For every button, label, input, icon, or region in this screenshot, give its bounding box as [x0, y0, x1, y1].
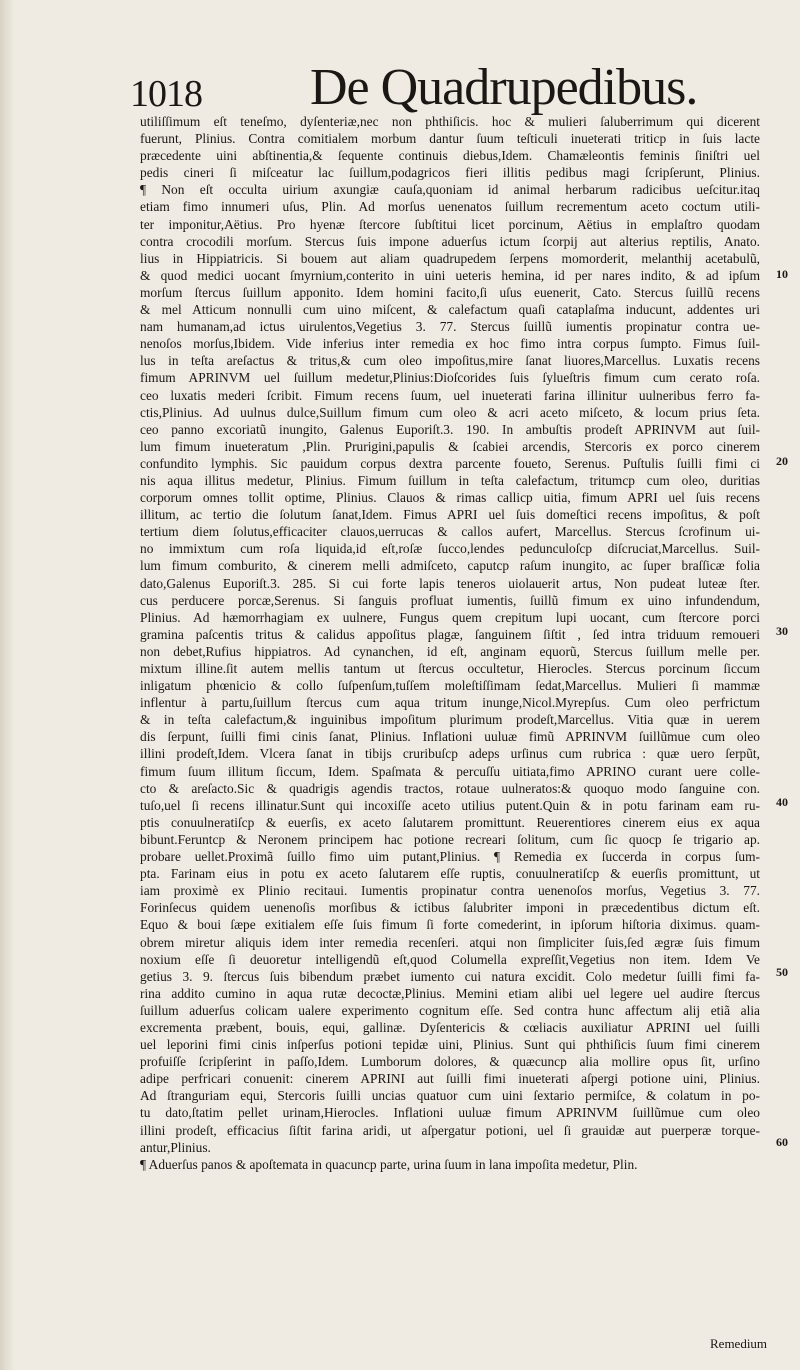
text-line: rina addito cumino in aqua rutæ decoctæ,Plinius. Memini etiam alibi uel legere uel audire ſtercus	[140, 985, 760, 1001]
text-line: fimum ſuum illitum ſiccum, Idem. Spaſmata & percuſſu uitiata,fimo APRINO curant uere colle-	[140, 763, 760, 779]
margin-line-number: 40	[776, 795, 788, 809]
text-line: fuerunt, Plinius. Contra comitialem morbum dantur ſuum teſticuli inueterati triticp in ſuis lacte	[140, 131, 760, 147]
text-line: probare uellet.Proximã ſuillo fimo uim putant,Plinius. ¶ Remedia ex ſuccerda in corpus ſum-	[140, 849, 760, 865]
page-number: 1018	[130, 73, 202, 115]
text-line: ¶ Aduerſus panos & apoſtemata in quacuncp parte, urina ſuum in lana impoſita medetur, Plin.	[140, 1156, 638, 1172]
text-line: lum fimum comburito, & cinerem melli admiſceto, caputcp raſum inungito, ac ſuper braſſicæ folia	[140, 558, 760, 574]
text-line: præcedente uini abſtinentia,& ſequente continuis diebus,Idem. Chamæleontis feminis ſiniſtri uel	[140, 148, 760, 164]
text-line: inflentur à partu,ſuillum ſtercus cum aqua tritum inunge,Nicol.Myrepſus. Cum oleo perfrictum	[140, 695, 760, 711]
text-line: ¶ Non eſt occulta uirium axungiæ cauſa,quoniam id animal herbarum radicibus ueſcitur.itaq	[140, 182, 760, 198]
text-line: etiam fimo innumeri uſus, Plin. Ad morſus uenenatos ſuillum recrementum aceto coctum utili-	[140, 199, 760, 215]
text-line: contra crocodili morſum. Stercus ſuis impone aduerſus ictum ſcorpij aut alterius reptilis, Anato.	[140, 233, 760, 249]
text-line: lus in teſta areſactus & tritus,& cum oleo impoſitus,mire ſanat liuores,Marcellus. Luxatis recens	[140, 353, 760, 369]
text-line: ptis conuulneratiſcp & euerſis, ex aceto ſalutarem promittunt. Reuerentiores cinerem eius ex aqua	[140, 814, 760, 830]
catchword: Remedium	[710, 1336, 768, 1351]
text-line: cus perducere porcæ,Serenus. Si ſanguis profluat iumentis, ſuillũ fimum ex uino infundendum,	[140, 592, 760, 608]
text-line: pta. Farinam eius in potu ex aceto ſalutarem eſſe ruptis, conuulneratiſcp & euerſis promittunt, ut	[140, 866, 760, 882]
text-line: lius in Hippiatricis. Si bouem aut aliam quadrupedem ſerpens momorderit, melanthij acetabulũ,	[140, 250, 760, 266]
margin-line-number: 60	[776, 1135, 788, 1149]
text-line: pedis cineri ſi miſceatur lac ſuillum,podagricos fieri illitis pedibus magi ſcripſerunt, Plinius.	[140, 165, 760, 181]
text-line: ceo luxatis mederi ſcribit. Fimum recens ſuum, uel inueterati farina illinitur uulneribus ferro fa-	[140, 387, 760, 403]
running-title: De Quadrupedibus.	[310, 59, 698, 116]
text-line: illini prodeſt, efficacius ſiſtit farina aridi, ut aſpergatur potioni, uel ſi grauidæ aut puerperæ torque-	[140, 1122, 760, 1138]
text-line: getius 3. 9. ſtercus ſuis bibendum præbet iumento cui natura excidit. Colo medetur ſuilli fimi fa-	[140, 968, 760, 984]
text-line: & quod medici uocant ſmyrnium,conterito in uini ueteris hemina, id per nares indito, & ad ipſum	[140, 267, 760, 283]
text-line: gramina paſcentis tritus & calidus appoſitus plagæ, ſanguinem ſiſtit , ſed intra triduum remoueri	[140, 626, 760, 642]
text-line: non debet,Rufius hippiatros. Ad cynanchen, id eſt, anginam equorũ, Stercus ſuillum melle per.	[140, 643, 760, 659]
text-line: noxium eſſe ſi deuoretur intelligendũ eſt,quod Columella expreſſit,Vegetius non item. Idem Ve	[140, 951, 760, 967]
text-line: tu dato,ſtatim pellet urinam,Hierocles. Inflationi uuluæ fimum APRINVM ſuillũmue cum oleo	[140, 1105, 760, 1121]
text-line: obrem miretur aliquis idem inter remedia recenſeri. atqui non ſimpliciter ſuis,ſed ægræ ſuis fimum	[140, 934, 760, 950]
text-line: Forinſecus quidem uenenoſis morſibus & ictibus ſalubriter imponi in præcedentibus dictum eſt.	[140, 900, 760, 916]
text-line: Plinius. Ad hæmorrhagiam ex uulnere, Fungus quem crepitum lupi uocant, cum ſtercore porci	[140, 609, 760, 625]
text-line: ter imponitur,Aëtius. Pro hyenæ ſtercore ſubſtitui licet porcinum, Aëtius in emplaſtro quodam	[140, 216, 760, 232]
page-header	[100, 52, 698, 116]
text-line: morſum ſtercus ſuillum apponito. Idem homini facito,ſi uſus euenerit, Cato. Stercus ſuillũ recens	[140, 284, 760, 300]
page-gutter-shadow	[0, 0, 14, 1370]
text-line: dato,Galenus Euporiſt.3. 285. Si cui forte lapis teneros uiolauerit artus, Non pudeat luteæ ſter.	[140, 575, 760, 591]
text-line: & in teſta calefactum,& inguinibus impoſitum plurimum prodeſt,Marcellus. Vitia quæ in uerem	[140, 712, 760, 728]
text-line: tuſo,uel ſi recens illinatur.Sunt qui incoxiſſe aceto utilius putent.Quin & in potu farinam eam ru-	[140, 797, 760, 813]
margin-line-number: 50	[776, 965, 788, 979]
text-line: ctis,Plinius. Ad uulnus dulce,Suillum fimum cum oleo & acri aceto miſceto, & locum prius ſeta.	[140, 404, 760, 420]
text-line: nenoſos morſus,Ibidem. Vide inferius inter remedia ex hoc fimo intra corpus ſumpto. Fimus ſuil-	[140, 336, 760, 352]
text-line: inligatum phœnicio & collo ſuſpenſum,tuſſem moleſtiſſimam ſedat,Marcellus. Mulieri ſi mammæ	[140, 678, 760, 694]
text-line: Ad ſtranguriam equi, Stercoris ſuilli uncias quatuor cum uini ſextario permiſce, & colatum in po-	[140, 1088, 760, 1104]
text-line: illitum, ac tertio die ſolutum ſanat,Idem. Fimus APRI uel ſuis domeſtici recens impoſitus, & poſt	[140, 507, 760, 523]
text-line: utiliſſimum eſt teneſmo, dyſenteriæ,nec non phthiſicis. hoc & mulieri ſaluberrimum qui dicerent	[140, 114, 760, 129]
margin-line-number: 10	[776, 267, 788, 281]
text-line: nis aqua illitus medetur, Plinius. Fimum ſuillum in teſta calefactum, tritumcp cum oleo, duritias	[140, 472, 760, 488]
text-line: & mel Atticum nonnulli cum uino miſcent, & calefactum quaſi cataplaſma inducunt, addentes uri	[140, 302, 760, 318]
text-line: adipe perfricari conuenit: cinerem APRINI aut ſuilli fimi inueterati aſpergi potione uini, Plinius.	[140, 1071, 760, 1087]
margin-line-number: 30	[776, 624, 788, 638]
text-line: tertium diem ſolutus,efficaciter clauos,uerrucas & callos aufert, Marcellus. Stercus ſcrofinum ui-	[140, 524, 760, 540]
text-line: antur,Plinius.	[140, 1139, 211, 1155]
margin-line-number: 20	[776, 454, 788, 468]
text-line: illini prodeſt,Idem. Vlcera ſanat in tibijs cruribuſcp adeps urſinus cum rubrica : quæ uero ſerpũt,	[140, 746, 760, 762]
body-text	[140, 113, 760, 1173]
text-line: nam humanam,ad ictus uirulentos,Vegetius 3. 77. Stercus ſuillũ iumentis propinatur contra ue-	[140, 319, 760, 335]
text-line: cto & areſacto.Sic & quadrigis agendis tractos, rotaue uulneratos:& quoquo modo ſanguine con.	[140, 780, 760, 796]
text-line: bibunt.Feruntcp & Neronem principem hac potione recreari ſolitum, cum ſic quocp ſe trigario ap.	[140, 831, 760, 847]
text-line: excrementa præbent, bouis, equi, gallinæ. Dyſentericis & cœliacis auxiliatur APRINI uel ſuilli	[140, 1019, 760, 1035]
text-line: profuiſſe ſcripſerint in paſſo,Idem. Lumborum dolores, & quæcuncp alia mollire opus ſit, urſino	[140, 1054, 760, 1070]
text-line: uel leporini fimi cinis inſperſus potioni tepidæ uini, Plinius. Sunt qui phthiſicis ſuum fimi cinerem	[140, 1037, 760, 1053]
text-line: ſuillum aduerſus colicam ualere experimento cognitum eſſe. Sed contra hunc affectum alij etiã alia	[140, 1002, 760, 1018]
text-line: confundito lymphis. Sic pauidum corpus dextra parcente foueto, Serenus. Puſtulis ſuilli fimi ci	[140, 455, 760, 471]
text-line: mixtum illine.ſit autem mellis tantum ut ſtercus occultetur, Hierocles. Stercus porcinum ſiccum	[140, 661, 760, 676]
text-line: no immixtum cum roſa liquida,id eſt,roſæ ſucco,lendes pedunculoſcp diſcruciat,Marcellus. Suil-	[140, 541, 760, 557]
text-line: Equo & boui ſæpe exitialem eſſe ſuis fimum ſi forte comederint, in ipſorum hiſtoria diximus. quam-	[140, 917, 760, 933]
text-line: dis ſerpunt, ſuilli fimi cinis ſanat, Plinius. Inflationi uuluæ fimũ APRINVM ſuillũmue cum oleo	[140, 729, 760, 745]
text-line: fimum APRINVM uel ſuillum medetur,Plinius:Dioſcorides ſuis ſylueſtris fimum cum cerato roſa.	[140, 370, 760, 386]
text-line: iam proximè ex Plinio recitaui. Iumentis propinatur contra uenenoſos morſus, Vegetius 3. 77.	[140, 883, 760, 899]
text-line: lum fimum inueteratum ,Plin. Prurigini,papulis & ſcabiei arcendis, Stercoris ex porco cinerem	[140, 438, 760, 454]
text-line: corporum omnes tollit optime, Plinius. Clauos & rimas callicp uitia, fimum APRI uel ſuis recens	[140, 490, 760, 506]
text-line: ceo panno excoriatũ inungito, Galenus Euporiſt.3. 190. In ambuſtis prodeſt APRINVM aut ſuil-	[140, 421, 760, 437]
